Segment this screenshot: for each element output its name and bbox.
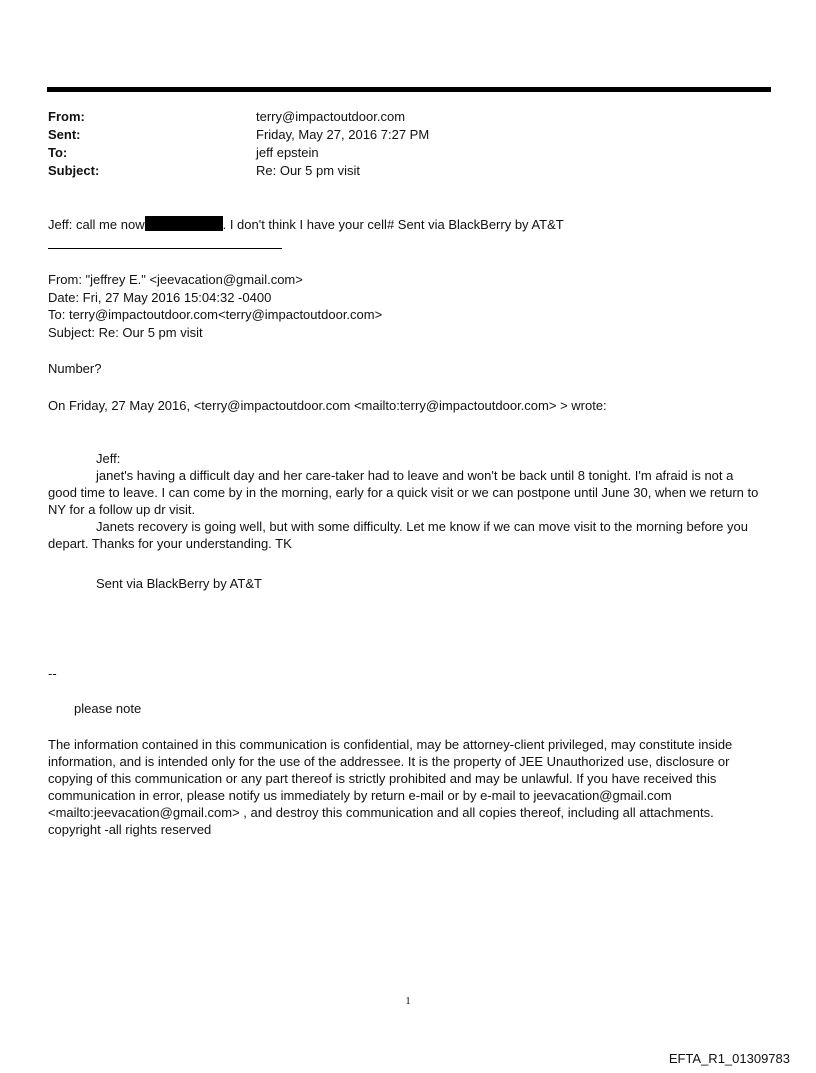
sent-label: Sent:: [48, 127, 81, 142]
document-id: EFTA_R1_01309783: [668, 1051, 790, 1066]
original-paragraph-1: janet's having a difficult day and her care-taker had to leave and won't be back until 8 tonight. I'm afraid is not a good time to leave. I can come by in the morning, early for a quick visit or we can postpone until June 30, when we return to NY for a follow up dr visit.: [48, 468, 759, 517]
reply-text-end: . I don't think I have your cell# Sent via BlackBerry by AT&T: [222, 217, 564, 232]
disclaimer: The information contained in this communication is confidential, may be attorney-client privileged, may constitute inside information, and is intended only for the use of the addressee. It is the property of JEE Unauthorized use, disclosure or copying of this communication or any part thereof is strictly prohibited and may be unlawful. If you have received this communication in error, please notify us immediately by return e-mail or by e-mail to jeevacation@gmail.com <mailto:jeevacation@gmail.com> , and destroy this communication and all copies thereof, including all attachments. copyright -all rights reserved: [48, 737, 733, 837]
original-body: [48, 467, 760, 552]
redaction-box: [145, 216, 223, 231]
quoted-subject: Subject: Re: Our 5 pm visit: [48, 325, 203, 340]
reply-line: [48, 216, 564, 234]
from-label: From:: [48, 109, 85, 124]
quoted-from: From: "jeffrey E." <jeevacation@gmail.com>: [48, 272, 303, 287]
original-signature: Sent via BlackBerry by AT&T: [96, 576, 262, 591]
quoted-to: To: terry@impactoutdoor.com<terry@impactoutdoor.com>: [48, 307, 383, 322]
to-value: jeff epstein: [256, 145, 319, 160]
signature-dashes: --: [48, 666, 57, 681]
please-note: please note: [74, 701, 142, 716]
subject-label: Subject:: [48, 163, 100, 178]
to-label: To:: [48, 145, 68, 160]
page-number: 1: [405, 995, 411, 1007]
quoted-body: Number?: [48, 361, 102, 376]
quote-separator: [48, 248, 282, 249]
wrote-line: On Friday, 27 May 2016, <terry@impactoutdoor.com <mailto:terry@impactoutdoor.com> > wrote:: [48, 398, 607, 413]
original-paragraph-2: Janets recovery is going well, but with some difficulty. Let me know if we can move visit to the morning before you depart. Thanks for your understanding. TK: [48, 519, 748, 551]
reply-text-start: Jeff: call me now: [48, 217, 145, 232]
quoted-date: Date: Fri, 27 May 2016 15:04:32 -0400: [48, 290, 272, 305]
original-greeting: Jeff:: [96, 451, 121, 466]
from-value: terry@impactoutdoor.com: [256, 109, 406, 124]
header-rule: [47, 87, 771, 92]
subject-value: Re: Our 5 pm visit: [256, 163, 361, 178]
sent-value: Friday, May 27, 2016 7:27 PM: [256, 127, 430, 142]
